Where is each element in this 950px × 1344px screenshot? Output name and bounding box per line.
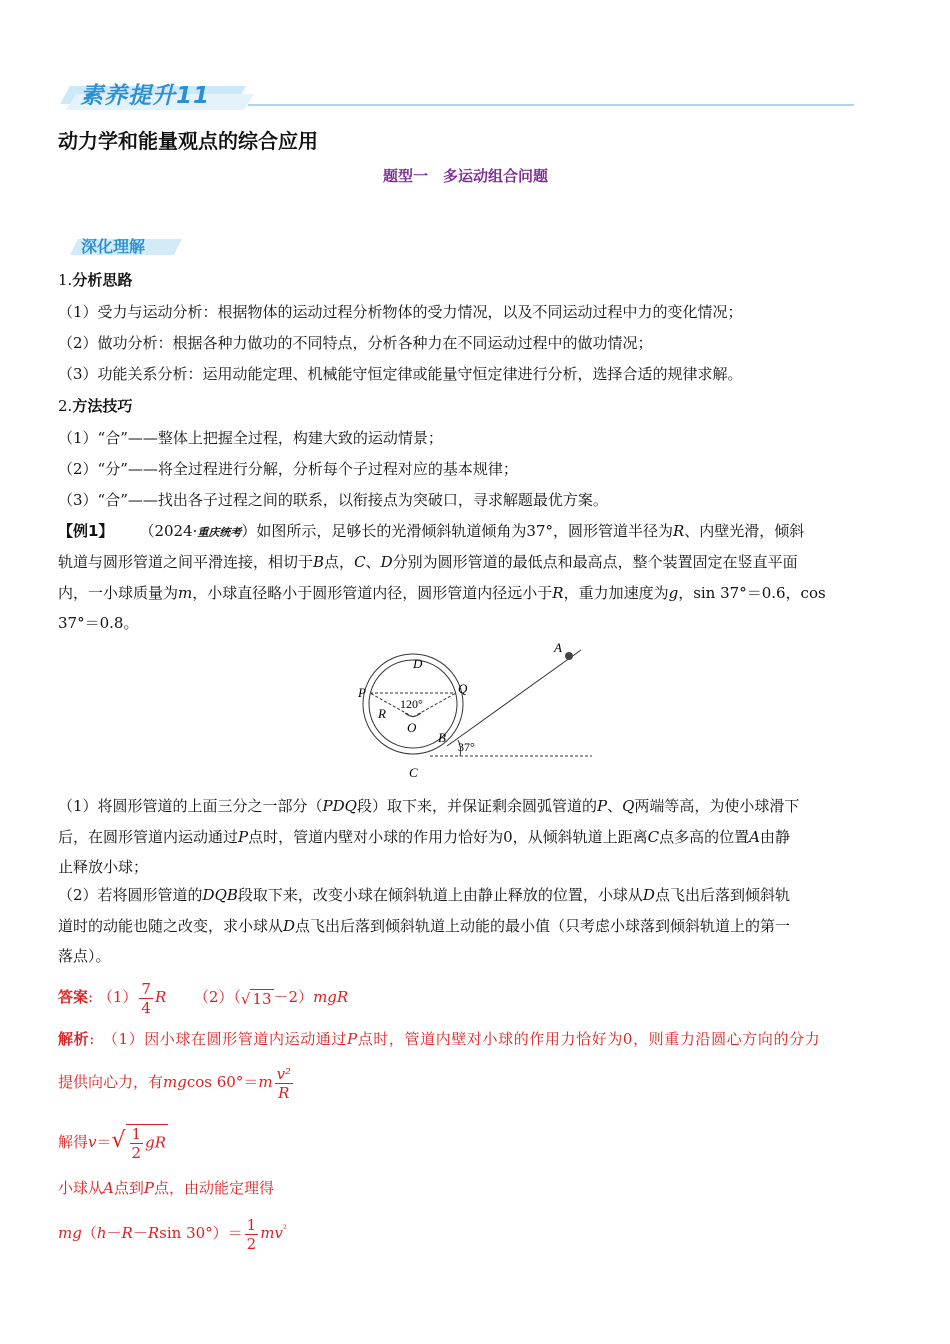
- analysis-l3-a: 解得: [58, 1133, 89, 1151]
- q2-text-c: 点飞出后落到倾斜轨: [654, 886, 790, 904]
- analysis-l2-b: cos 60°＝: [186, 1073, 259, 1091]
- analysis-colon: :: [89, 1030, 95, 1048]
- q2-l2-b: 点飞出后落到倾斜轨道上动能的最小值（只考虑小球落到倾斜轨道上的第一: [295, 917, 791, 935]
- answer-part-3: －2）: [273, 988, 314, 1006]
- example-source-name: 重庆统考: [197, 526, 242, 539]
- banner: [58, 74, 858, 114]
- analysis-sqrt: √ $\frac{1}{2}$ gR: [111, 1125, 166, 1162]
- analysis-fraction-v2-r: [275, 1065, 294, 1102]
- q2-text-a: （2）若将圆形管道的: [58, 886, 203, 904]
- label-angle-37: 37°: [458, 740, 475, 754]
- banner-title: 素养提升11: [80, 83, 211, 109]
- answer-part-2: （2）（: [193, 988, 241, 1006]
- example-source-year: （2024·: [139, 522, 198, 540]
- label-b: B: [438, 730, 446, 745]
- s2-item-3: （3）“合”——找出各子过程之间的联系，以衔接点为突破口，寻求解题最优方案。: [58, 491, 608, 509]
- analysis-l3-den: 2: [131, 1144, 142, 1162]
- q2-dqb: DQB: [202, 886, 238, 904]
- analysis-l5-e: ²: [282, 1224, 287, 1235]
- label-p: P: [358, 685, 366, 700]
- q1-l2-c: 点多高的位置: [659, 828, 750, 846]
- answer-frac-num: 7: [141, 979, 151, 998]
- question-1-line-1: （1）将圆形管道的上面三分之一部分（PDQ段）取下来，并保证剩余圆弧管道的P、Q两端等高，为使小球滑下: [58, 797, 800, 815]
- example-line-1: 【例1】 （2024·重庆统考）如图所示，足够长的光滑倾斜轨道倾角为37°，圆形管道半径为R、内壁光滑，倾斜: [58, 522, 805, 540]
- q1-text-a: （1）将圆形管道的上面三分之一部分（: [58, 797, 323, 815]
- analysis-l3-b: ＝: [96, 1133, 112, 1151]
- ball: [565, 652, 573, 660]
- analysis-l5-d: sin 30°）＝: [159, 1224, 243, 1242]
- s1-item-3: （3）功能关系分析：运用动能定理、机械能守恒定律或能量守恒定律进行分析，选择合适的规律求解。: [58, 365, 743, 383]
- example-text-2a: 轨道与圆形管道之间平滑连接，相切于: [58, 553, 314, 571]
- analysis-l3-num: 1: [131, 1125, 142, 1143]
- page-title: 动力学和能量观点的综合应用: [58, 129, 318, 153]
- example-text-3c: ，重力加速度为: [563, 584, 669, 602]
- analysis-l5-a: （: [81, 1224, 97, 1242]
- example-tag: 【例1】: [58, 522, 114, 540]
- question-2-line-1: （2）若将圆形管道的DQB段取下来，改变小球在倾斜轨道上由静止释放的位置，小球从D点飞出后落到倾斜轨: [58, 886, 790, 904]
- label-c: C: [409, 765, 418, 780]
- analysis-l5-b: －: [106, 1224, 122, 1242]
- s1-heading-text: 分析思路: [72, 271, 133, 289]
- analysis-line-2: 提供向心力，有mgcos 60°＝m $\frac{\text{v²}}{R}$: [58, 1064, 292, 1102]
- answer-fraction: [139, 980, 153, 1017]
- q1-text-d: 两端等高，为使小球滑下: [634, 797, 800, 815]
- example-text-3d: ，sin 37°＝0.6，cos: [678, 584, 826, 602]
- section-tag: [66, 233, 186, 259]
- analysis-l4-c: 点，由动能定理得: [153, 1179, 274, 1197]
- example-text-2c: 、: [365, 553, 381, 571]
- example-text-1b: 、内壁光滑，倾斜: [684, 522, 805, 540]
- s1-item-2: （2）做功分析：根据各种力做功的不同特点，分析各种力在不同运动过程中的做功情况；: [58, 334, 653, 352]
- analysis-l5-c: －: [132, 1224, 148, 1242]
- s2-heading-num: 2.: [58, 397, 73, 415]
- q1-text-b: 段）取下来，并保证剩余圆弧管道的: [356, 797, 597, 815]
- analysis-l5-num: 1: [246, 1215, 257, 1234]
- analysis-line-1: 解析: （1）因小球在圆形管道内运动通过P点时，管道内壁对小球的作用力恰好为0，则重力沿圆心方向的分力: [58, 1030, 821, 1048]
- incline-track: [447, 650, 581, 746]
- question-2-line-2: 道时的动能也随之改变，求小球从D点飞出后落到倾斜轨道上动能的最小值（只考虑小球落到倾斜轨道上的第一: [58, 917, 791, 935]
- analysis-label: 解析: [58, 1030, 90, 1048]
- label-angle-120: 120°: [400, 697, 423, 711]
- q1-l2-a: 后，在圆形管道内运动通过: [58, 828, 239, 846]
- q2-text-b: 段取下来，改变小球在倾斜轨道上由静止释放的位置，小球从: [237, 886, 643, 904]
- question-1-line-3: 止释放小球；: [58, 858, 149, 876]
- example-line-4: 37°＝0.8。: [58, 614, 139, 632]
- analysis-line-4: 小球从A点到P点，由动能定理得: [58, 1179, 274, 1197]
- analysis-l2-a: 提供向心力，有: [58, 1073, 164, 1091]
- example-text-2b: 点，: [324, 553, 355, 571]
- s2-item-1: （1）“合”——整体上把握全过程，构建大致的运动情景；: [58, 429, 443, 447]
- s1-item-1: （1）受力与运动分析：根据物体的运动过程分析物体的受力情况，以及不同运动过程中力的变化情况；: [58, 303, 743, 321]
- question-1-line-2: 后，在圆形管道内运动通过P点时，管道内壁对小球的作用力恰好为0，从倾斜轨道上距离C点多高的位置A由静: [58, 828, 791, 846]
- example-text-3a: 内，一小球质量为: [58, 584, 179, 602]
- analysis-l4-b: 点到: [113, 1179, 144, 1197]
- answer-frac-den: 4: [141, 998, 151, 1017]
- q2-l2-a: 道时的动能也随之改变，求小球从: [58, 917, 284, 935]
- analysis-l2-num: v²: [276, 1064, 292, 1083]
- section-tag-label: 深化理解: [81, 237, 146, 256]
- physics-figure: [350, 636, 610, 786]
- type-heading: 题型一 多运动组合问题: [383, 167, 549, 185]
- label-d: D: [413, 656, 423, 671]
- label-r: R: [378, 706, 386, 721]
- s1-heading: [58, 270, 132, 290]
- q1-pdq: PDQ: [322, 797, 357, 815]
- answer-label: 答案: [58, 988, 89, 1006]
- question-2-line-3: 落点）。: [58, 947, 111, 965]
- analysis-l5-den: 2: [246, 1234, 257, 1253]
- answer-part-1: （1）: [97, 988, 138, 1006]
- answer-part-4: mgR: [313, 988, 349, 1006]
- analysis-l1-b: 点时，管道内壁对小球的作用力恰好为0，则重力沿圆心方向的分力: [357, 1030, 821, 1048]
- example-line-2: 轨道与圆形管道之间平滑连接，相切于B点，C、D分别为圆形管道的最低点和最高点，整个装置固定在竖直平面: [58, 553, 798, 571]
- example-source-end: ）: [241, 522, 257, 540]
- answer-root-value: 13: [252, 989, 272, 1008]
- s2-heading-text: 方法技巧: [72, 397, 133, 415]
- analysis-line-3: 解得v＝√ $\frac{1}{2}$ gR: [58, 1125, 166, 1162]
- s2-heading: [58, 396, 132, 416]
- analysis-l1-a: （1）因小球在圆形管道内运动通过: [102, 1030, 348, 1048]
- answer-sqrt: √ 13: [240, 989, 272, 1008]
- label-a: A: [554, 640, 562, 655]
- s2-item-2: （2）“分”——将全过程进行分解，分析每个子过程对应的基本规律；: [58, 460, 518, 478]
- q1-text-c: 、: [607, 797, 623, 815]
- q1-l2-b: 点时，管道内壁对小球的作用力恰好为0，从倾斜轨道上距离: [248, 828, 648, 846]
- answer-colon: :: [88, 988, 94, 1006]
- label-o: O: [407, 720, 417, 735]
- label-q: Q: [458, 681, 468, 696]
- s1-heading-num: 1.: [58, 271, 73, 289]
- example-text-2d: 分别为圆形管道的最低点和最高点，整个装置固定在竖直平面: [392, 553, 798, 571]
- example-text-3b: ，小球直径略小于圆形管道内径，圆形管道内径远小于: [192, 584, 553, 602]
- analysis-l4-a: 小球从: [58, 1179, 104, 1197]
- analysis-fraction-half: [245, 1216, 259, 1253]
- analysis-l2-den: R: [275, 1083, 294, 1102]
- example-text-1a: 如图所示，足够长的光滑倾斜轨道倾角为37°，圆形管道半径为: [256, 522, 673, 540]
- analysis-line-5: mg（h－R－Rsin 30°）＝ $\frac{1}{2}$ $mv^{^2}$: [58, 1215, 287, 1253]
- answer-line: 答案: （1） $\frac{7}{4}$ R （2）（√ 13 －2）mgR: [58, 979, 349, 1017]
- q1-l2-d: 由静: [760, 828, 791, 846]
- example-line-3: 内，一小球质量为m，小球直径略小于圆形管道内径，圆形管道内径远小于R，重力加速度为g，sin 37°＝0.6，cos: [58, 584, 826, 602]
